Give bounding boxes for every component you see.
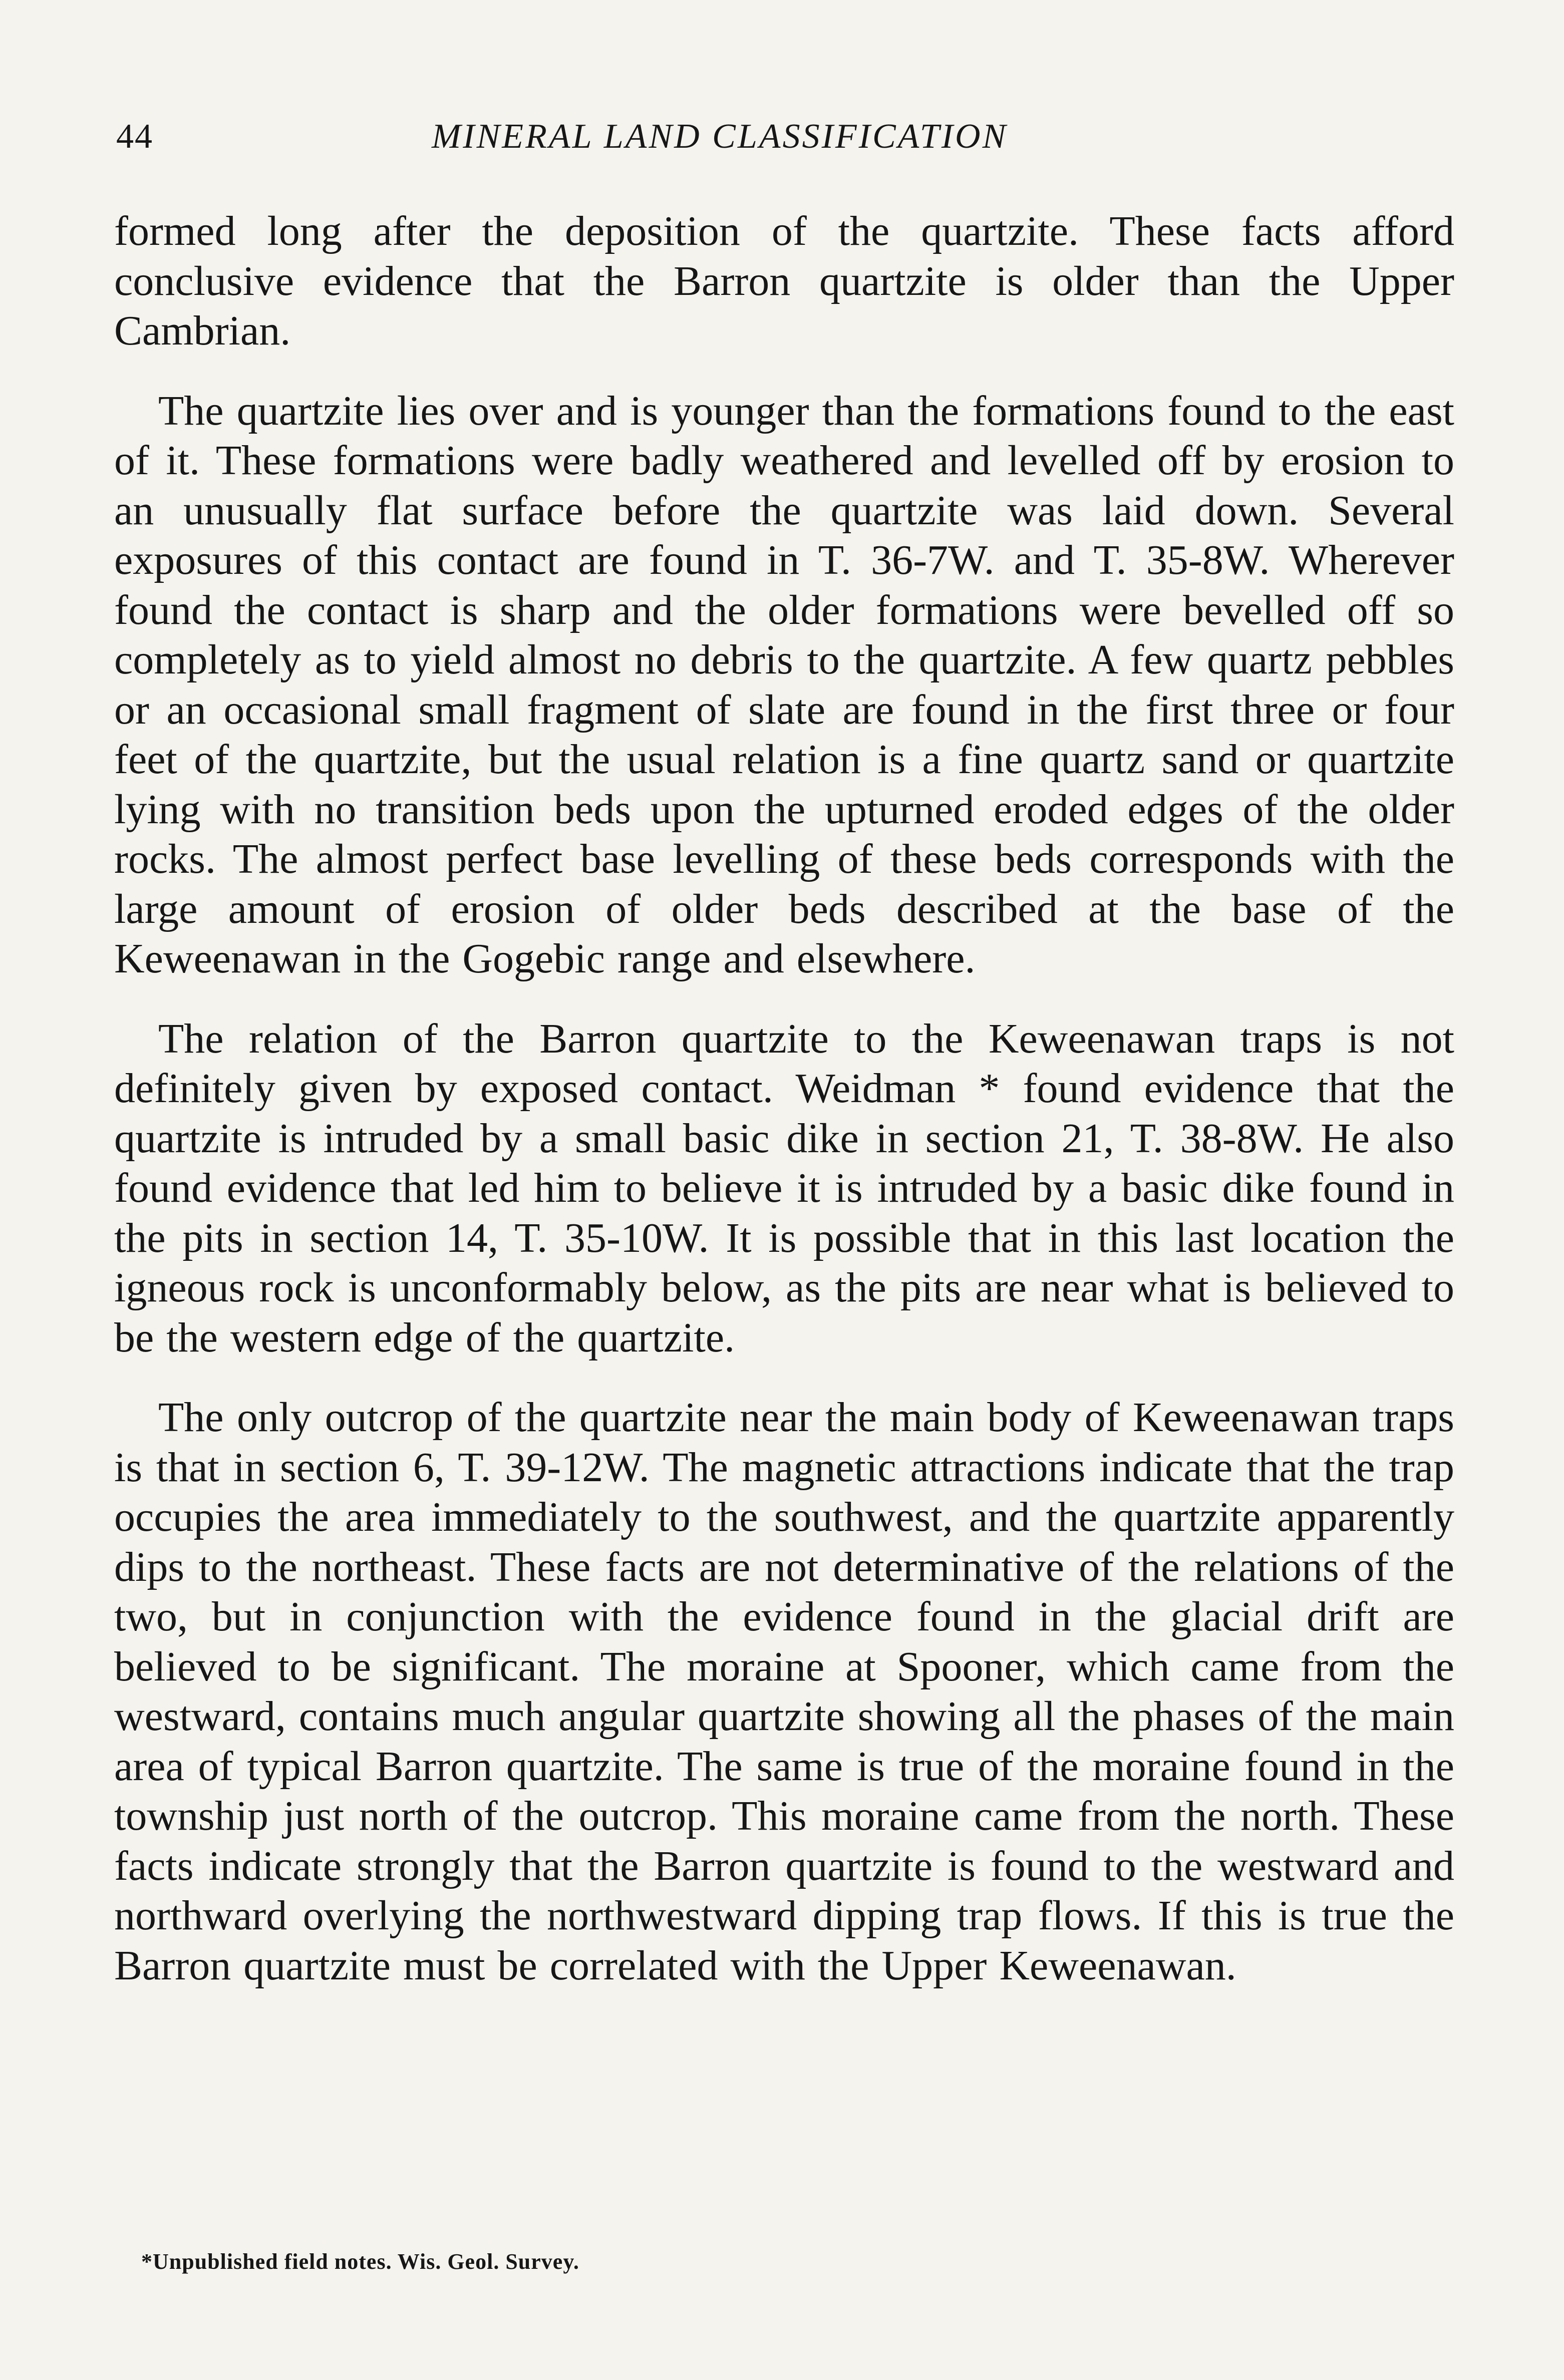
body-text [114,206,1454,1990]
paragraph-contact-relations: The quartzite lies over and is younger than the formations found to the east of it. These formations were badly weathered and levelled off by erosion to an unusually flat surface before the quartzite was laid down. Several exposures of this contact are found in T. 36-7W. and T. 35-8W. Wherever found the contact is sharp and the older formations were bevelled off so completely as to yield almost no debris to the quartzite. A few quartz pebbles or an occasional small fragment of slate are found in the first three or four feet of the quartzite, but the usual relation is a fine quartz sand or quartzite lying with no transition beds upon the upturned eroded edges of the older rocks. The almost perfect base levelling of these beds corresponds with the large amount of erosion of older beds described at the base of the Keweenawan in the Gogebic range and elsewhere. [114,387,1454,982]
page-number: 44 [116,117,153,156]
footnote: *Unpublished field notes. Wis. Geol. Survey. [141,2249,579,2274]
running-header [116,109,1458,164]
paragraph-outcrop-evidence: The only outcrop of the quartzite near the main body of Keweenawan traps is that in section 6, T. 39-12W. The magnetic attractions indicate that the trap occupies the area immediately to the southwest, and the quartzite apparently dips to the northeast. These facts are not determinative of the relations of the two, but in conjunction with the evidence found in the glacial drift are believed to be significant. The moraine at Spooner, which came from the westward, contains much angular quartzite showing all the phases of the main area of typical Barron quartzite. The same is true of the moraine found in the township just north of the outcrop. This moraine came from the north. These facts indicate strongly that the Barron quartzite is found to the westward and northward overlying the northwestward dipping trap flows. If this is true the Barron quartzite must be correlated with the Upper Keweenawan. [114,1394,1454,1989]
paragraph-keweenawan-traps: The relation of the Barron quartzite to the Keweenawan traps is not definitely given by exposed contact. Weidman * found evidence that the quartzite is intruded by a small basic dike in section 21, T. 38-8W. He also found evidence that led him to believe it is intruded by a basic dike found in the pits in section 14, T. 35-10W. It is possible that in this last location the igneous rock is unconformably below, as the pits are near what is believed to be the western edge of the quartzite. [114,1015,1454,1361]
paragraph-continued: formed long after the deposition of the quartzite. These facts afford conclusive evidence that the Barron quartzite is older than the Upper Cambrian. [114,208,1454,354]
running-title: MINERAL LAND CLASSIFICATION [432,117,1008,156]
